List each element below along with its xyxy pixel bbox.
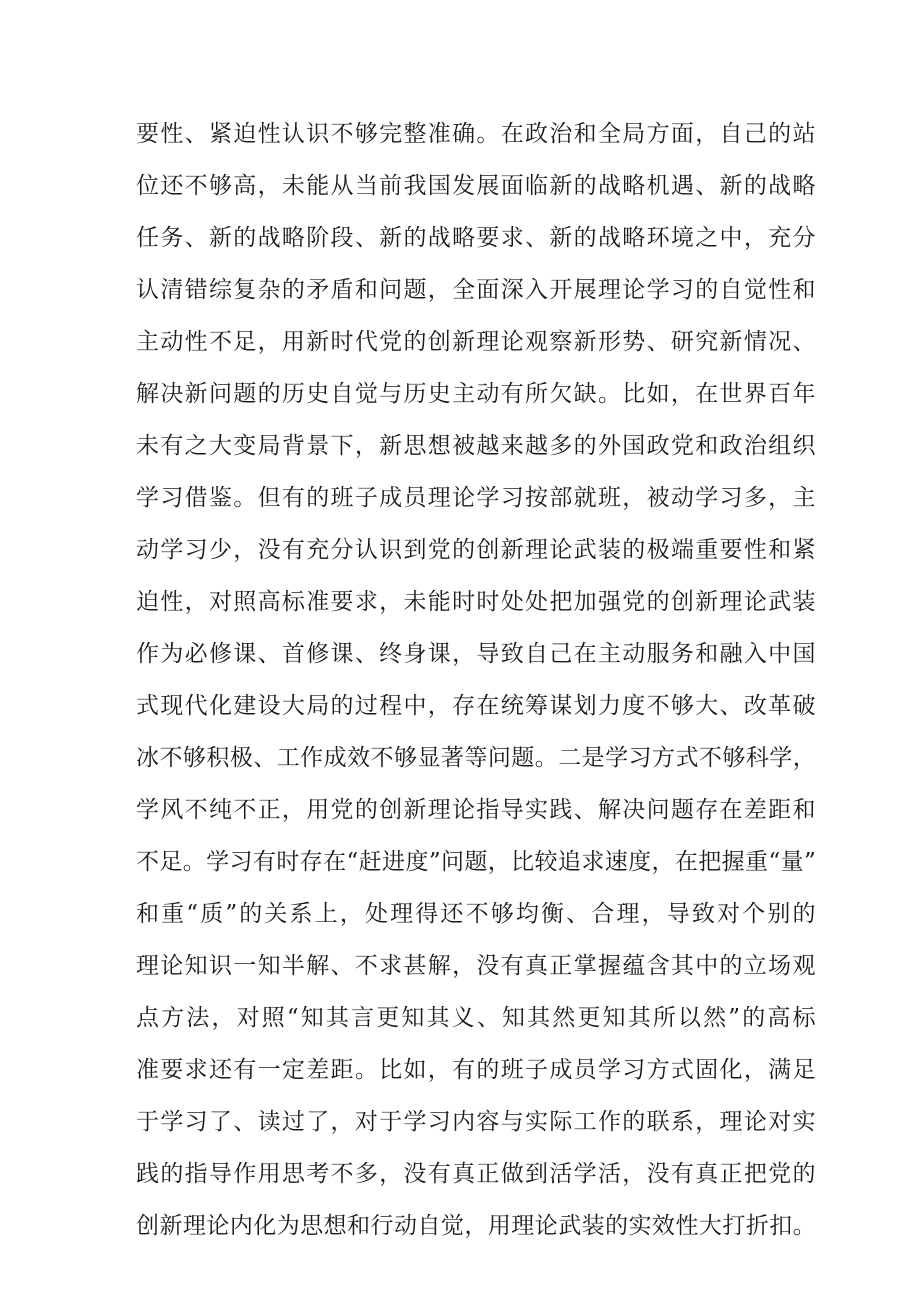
text-line: 解决新问题的历史自觉与历史主动有所欠缺。比如，在世界百年 (136, 381, 816, 407)
text-line: 动学习少，没有充分认识到党的创新理论武装的极端重要性和紧 (136, 537, 816, 563)
text-line: 学风不纯不正，用党的创新理论指导实践、解决问题存在差距和 (136, 797, 816, 823)
text-line: 学习借鉴。但有的班子成员理论学习按部就班，被动学习多，主 (136, 485, 816, 511)
text-line: 未有之大变局背景下，新思想被越来越多的外国政党和政治组织 (136, 433, 816, 459)
text-line: 任务、新的战略阶段、新的战略要求、新的战略环境之中，充分 (136, 225, 816, 251)
text-line: 践的指导作用思考不多，没有真正做到活学活，没有真正把党的 (136, 1161, 816, 1187)
text-line: 准要求还有一定差距。比如，有的班子成员学习方式固化，满足 (136, 1057, 816, 1083)
text-line: 冰不够积极、工作成效不够显著等问题。二是学习方式不够科学， (136, 745, 816, 771)
text-line: 主动性不足，用新时代党的创新理论观察新形势、研究新情况、 (136, 329, 816, 355)
text-line: 于学习了、读过了，对于学习内容与实际工作的联系，理论对实 (136, 1109, 816, 1135)
body-paragraph (136, 108, 816, 1252)
text-line: 式现代化建设大局的过程中，存在统筹谋划力度不够大、改革破 (136, 693, 816, 719)
text-line: 创新理论内化为思想和行动自觉，用理论武装的实效性大打折扣。 (136, 1213, 816, 1239)
text-line: 不足。学习有时存在“赶进度”问题，比较追求速度，在把握重“量” (136, 849, 816, 875)
text-line: 位还不够高，未能从当前我国发展面临新的战略机遇、新的战略 (136, 173, 816, 199)
text-line: 和重“质”的关系上，处理得还不够均衡、合理，导致对个别的 (136, 901, 816, 927)
text-line: 认清错综复杂的矛盾和问题，全面深入开展理论学习的自觉性和 (136, 277, 816, 303)
text-line: 点方法，对照“知其言更知其义、知其然更知其所以然”的高标 (136, 1005, 816, 1031)
text-line: 作为必修课、首修课、终身课，导致自己在主动服务和融入中国 (136, 641, 816, 667)
text-line: 理论知识一知半解、不求甚解，没有真正掌握蕴含其中的立场观 (136, 953, 816, 979)
text-line: 要性、紧迫性认识不够完整准确。在政治和全局方面，自己的站 (136, 121, 816, 147)
text-line: 迫性，对照高标准要求，未能时时处处把加强党的创新理论武装 (136, 589, 816, 615)
